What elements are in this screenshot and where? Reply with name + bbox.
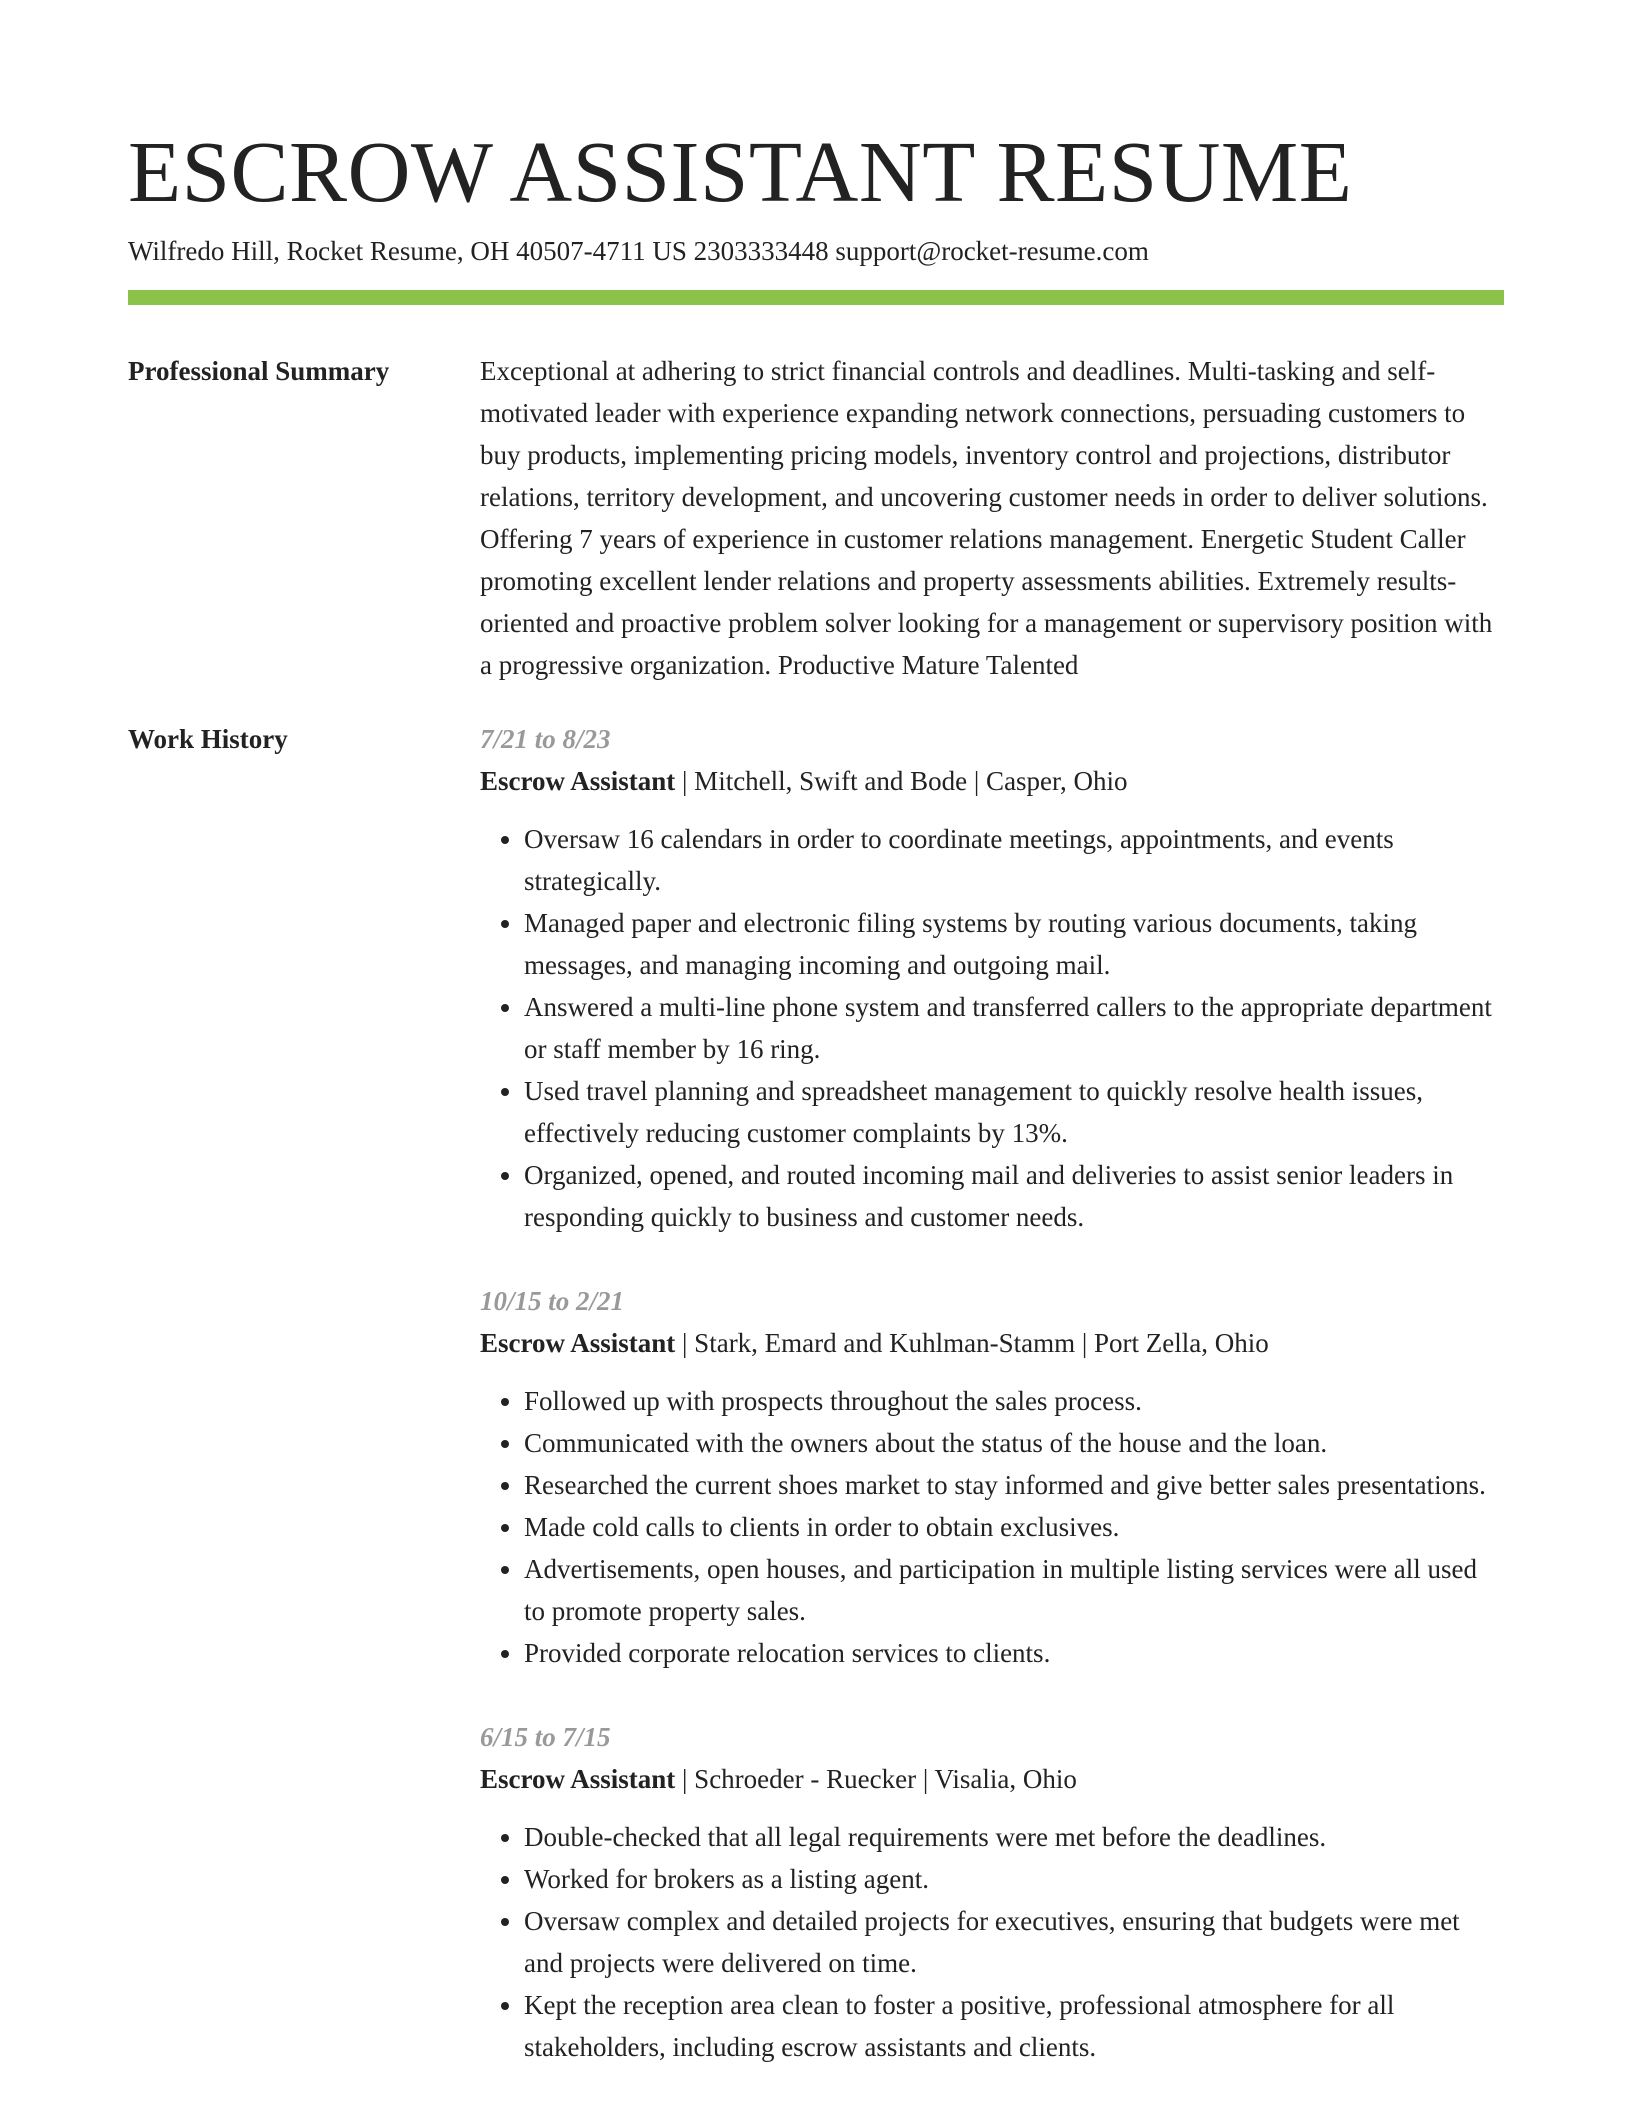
job-bullet: • Advertisements, open houses, and participation in multiple listing services were all used to promote property sales. <box>524 1548 1504 1632</box>
summary-body <box>480 350 1504 686</box>
resume-page <box>128 0 1504 2068</box>
job-bullet: • Answered a multi-line phone system and transferred callers to the appropriate department or staff member by 16 ring. <box>524 986 1504 1070</box>
job-bullet: • Organized, opened, and routed incoming mail and deliveries to assist senior leaders in responding quickly to business and customer needs. <box>524 1154 1504 1238</box>
job-bullet: • Used travel planning and spreadsheet management to quickly resolve health issues, effectively reducing customer complaints by 13%. <box>524 1070 1504 1154</box>
professional-summary-section <box>128 350 1504 686</box>
section-label-summary: Professional Summary <box>128 356 390 386</box>
job-bullet: • Made cold calls to clients in order to obtain exclusives. <box>524 1506 1504 1548</box>
job-bullet-list <box>480 1380 1504 1674</box>
job-bullet-list <box>480 1816 1504 2068</box>
job-entry <box>480 1716 1504 2068</box>
job-bullet: • Oversaw complex and detailed projects for executives, ensuring that budgets were met and projects were delivered on time. <box>524 1900 1504 1984</box>
job-dates: 6/15 to 7/15 <box>480 1722 611 1752</box>
job-bullet: • Communicated with the owners about the status of the house and the loan. <box>524 1422 1504 1464</box>
job-details: | Schroeder - Ruecker | Visalia, Ohio <box>675 1764 1077 1794</box>
job-bullet: • Worked for brokers as a listing agent. <box>524 1858 1504 1900</box>
job-entry <box>480 718 1504 1238</box>
job-heading <box>480 1322 1504 1364</box>
job-bullet: • Oversaw 16 calendars in order to coordinate meetings, appointments, and events strategically. <box>524 818 1504 902</box>
job-heading <box>480 760 1504 802</box>
job-bullet: • Researched the current shoes market to stay informed and give better sales presentations. <box>524 1464 1504 1506</box>
job-title: Escrow Assistant <box>480 766 676 796</box>
contact-line: Wilfredo Hill, Rocket Resume, OH 40507-4711 US 2303333448 support@rocket-resume.com <box>128 236 1149 266</box>
job-bullet-list <box>480 818 1504 1238</box>
work-history-section <box>128 718 1504 2068</box>
job-heading <box>480 1758 1504 1800</box>
header-divider <box>128 290 1504 305</box>
job-bullet: • Followed up with prospects throughout the sales process. <box>524 1380 1504 1422</box>
job-bullet: • Provided corporate relocation services to clients. <box>524 1632 1504 1674</box>
job-details: | Mitchell, Swift and Bode | Casper, Ohio <box>675 766 1128 796</box>
job-bullet: • Kept the reception area clean to foster a positive, professional atmosphere for all stakeholders, including escrow assistants and clients. <box>524 1984 1504 2068</box>
job-entry <box>480 1280 1504 1674</box>
job-bullet: • Double-checked that all legal requirements were met before the deadlines. <box>524 1816 1504 1858</box>
job-title: Escrow Assistant <box>480 1764 676 1794</box>
job-details: | Stark, Emard and Kuhlman-Stamm | Port Zella, Ohio <box>675 1328 1269 1358</box>
job-title: Escrow Assistant <box>480 1328 676 1358</box>
summary-text: Exceptional at adhering to strict financial controls and deadlines. Multi-tasking and self-motivated leader with experience expanding network connections, persuading customers to buy products, implementing pricing models, inventory control and projections, distributor relations, territory development, and uncovering customer needs in order to deliver solutions. Offering 7 years of experience in customer relations management. Energetic Student Caller promoting excellent lender relations and property assessments abilities. Extremely results-oriented and proactive problem solver looking for a management or supervisory position with a progressive organization. Productive Mature Talented <box>480 356 1493 680</box>
job-bullet: • Managed paper and electronic filing systems by routing various documents, taking messages, and managing incoming and outgoing mail. <box>524 902 1504 986</box>
job-dates: 7/21 to 8/23 <box>480 724 611 754</box>
resume-title: ESCROW ASSISTANT RESUME <box>128 123 1353 220</box>
section-label-work-history: Work History <box>128 724 288 754</box>
job-dates: 10/15 to 2/21 <box>480 1286 625 1316</box>
work-history-body <box>480 718 1504 2068</box>
